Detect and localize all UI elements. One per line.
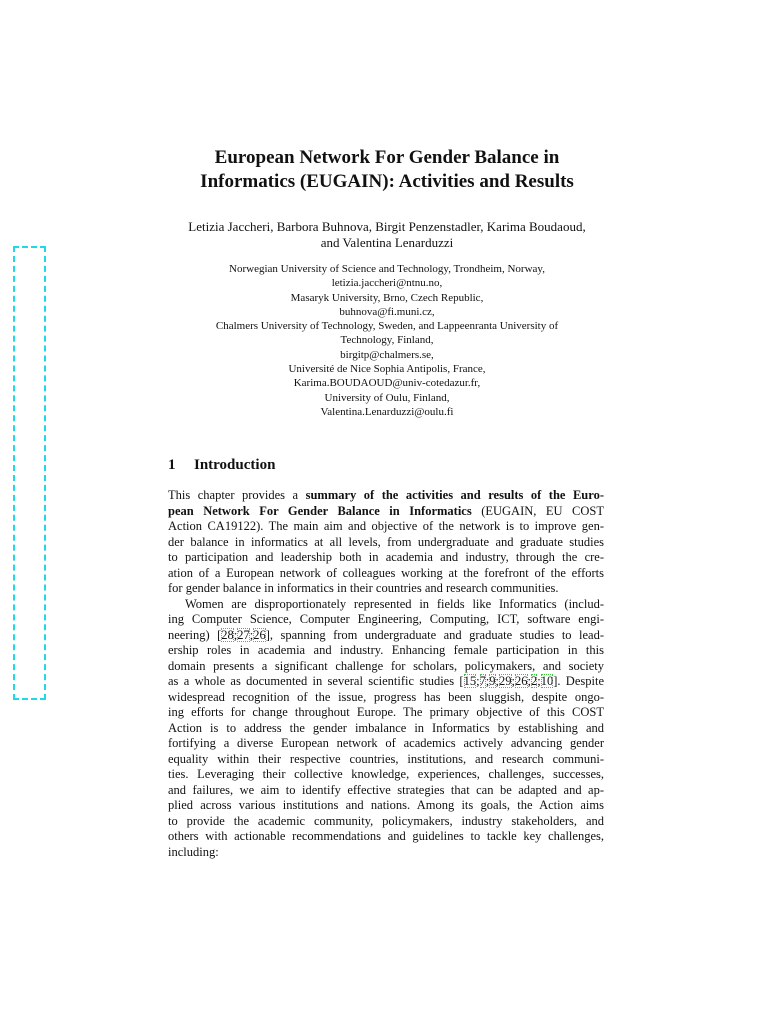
text-line: neering) [28;27;26], spanning from undergraduate and graduate studies to lead-: [168, 627, 604, 642]
text-span: This chapter provides a: [168, 488, 306, 502]
text-line: ing Computer Science, Computer Engineering, Computing, ICT, software engi-: [168, 612, 604, 626]
affiliations: [150, 262, 624, 419]
section-body: [168, 488, 604, 860]
affiliation-email[interactable]: Karima.BOUDAOUD@univ-cotedazur.fr,: [293, 377, 481, 390]
text-line: [168, 488, 604, 504]
citation-link[interactable]: 26: [253, 627, 266, 642]
text-line: others with actionable recommendations and guidelines to tackle key challenges,: [168, 829, 604, 843]
affiliation-line: Masaryk University, Brno, Czech Republic,: [290, 291, 484, 304]
section-heading: [168, 455, 275, 475]
text-line: to provide the academic community, policymakers, industry stakeholders, and: [168, 813, 604, 828]
citation-link[interactable]: 10: [540, 674, 554, 688]
text-line: and failures, we aim to identify effective strategies that can be adapted and ap-: [168, 782, 604, 797]
citation-link[interactable]: 2: [530, 674, 538, 688]
text-line: including:: [168, 844, 219, 859]
text-line: domain presents a significant challenge for scholars, policymakers, and society: [168, 658, 604, 673]
citation-link[interactable]: 27: [237, 627, 250, 642]
affiliation-email[interactable]: Valentina.Lenarduzzi@oulu.fi: [320, 405, 454, 418]
text-line: widespread recognition of the issue, progress has been sluggish, despite ongo-: [168, 689, 604, 704]
text-line: ership roles in academia and industry. Enhancing female participation in this: [168, 643, 604, 657]
section-number: 1: [168, 457, 176, 473]
text-span: as a whole as documented in several scientific studies [: [168, 674, 464, 688]
citation-link[interactable]: 29: [499, 674, 512, 688]
paper-title: [150, 146, 624, 194]
affiliation-email[interactable]: letizia.jaccheri@ntnu.no,: [331, 277, 443, 290]
text-span: ]. Despite: [553, 674, 604, 688]
author-line: and Valentina Lenarduzzi: [320, 234, 454, 250]
text-line: [168, 504, 604, 520]
text-line: for gender balance in informatics in their countries and research communities.: [168, 581, 559, 595]
text-span: (EUGAIN, EU COST: [471, 503, 604, 518]
title-line: Informatics (EUGAIN): Activities and Results: [200, 171, 574, 192]
affiliation-email[interactable]: buhnova@fi.muni.cz,: [339, 305, 435, 318]
text-line: as a whole as documented in several scientific studies [15;7;9;29;26;2;10]. Despite: [168, 674, 604, 688]
affiliation-line: Norwegian University of Science and Technology, Trondheim, Norway,: [229, 263, 545, 275]
text-span: neering) [: [168, 627, 222, 642]
text-line: to participation and leadership both in academia and industry, through the cre-: [168, 550, 604, 564]
citation-link[interactable]: 26: [515, 674, 528, 688]
text-line: fortifying a diverse European network of academics actively advancing gender: [168, 736, 604, 750]
affiliation-line: Chalmers University of Technology, Sweden, and Lappeenranta University of: [215, 320, 559, 333]
text-span: ], spanning from undergraduate and graduate studies to lead-: [265, 627, 604, 642]
text-line: Action CA19122). The main aim and objective of the network is to improve gen-: [168, 519, 604, 533]
citation-link[interactable]: 9: [489, 674, 496, 688]
emphasis-text: summary of the activities and results of the Euro-: [305, 488, 604, 502]
text-line: der balance in informatics at all levels, from undergraduate and graduate studies: [168, 534, 604, 549]
text-line: plied across various institutions and nations. Among its goals, the Action aims: [168, 798, 604, 812]
citation-link[interactable]: 15: [463, 674, 477, 688]
text-line: Women are disproportionately represented in fields like Informatics (includ-: [185, 596, 604, 611]
author-line: Letizia Jaccheri, Barbora Buhnova, Birgit Penzenstadler, Karima Boudaoud,: [188, 219, 586, 234]
citation-link[interactable]: 7: [479, 674, 486, 688]
text-line: equality within their respective countries, institutions, and research communi-: [168, 751, 604, 766]
affiliation-email[interactable]: birgitp@chalmers.se,: [340, 348, 434, 361]
affiliation-line: University of Oulu, Finland,: [324, 391, 450, 404]
emphasis-text: pean Network For Gender Balance in Informatics: [168, 503, 472, 518]
arxiv-stamp-placeholder: [13, 246, 46, 700]
text-line: ation of a European network of colleagues working at the forefront of the efforts: [168, 565, 604, 580]
author-list: [150, 219, 624, 250]
affiliation-line: Université de Nice Sophia Antipolis, France,: [288, 363, 486, 376]
title-line: European Network For Gender Balance in: [214, 147, 560, 168]
citation-link[interactable]: 28: [221, 627, 234, 642]
text-line: ties. Leveraging their collective knowledge, experiences, challenges, successes,: [168, 767, 604, 781]
section-title: Introduction: [194, 457, 276, 473]
text-line: Action is to address the gender imbalance in Informatics by establishing and: [168, 720, 604, 735]
affiliation-line: Technology, Finland,: [340, 334, 434, 347]
text-line: ing efforts for change throughout Europe. The primary objective of this COST: [168, 705, 604, 719]
